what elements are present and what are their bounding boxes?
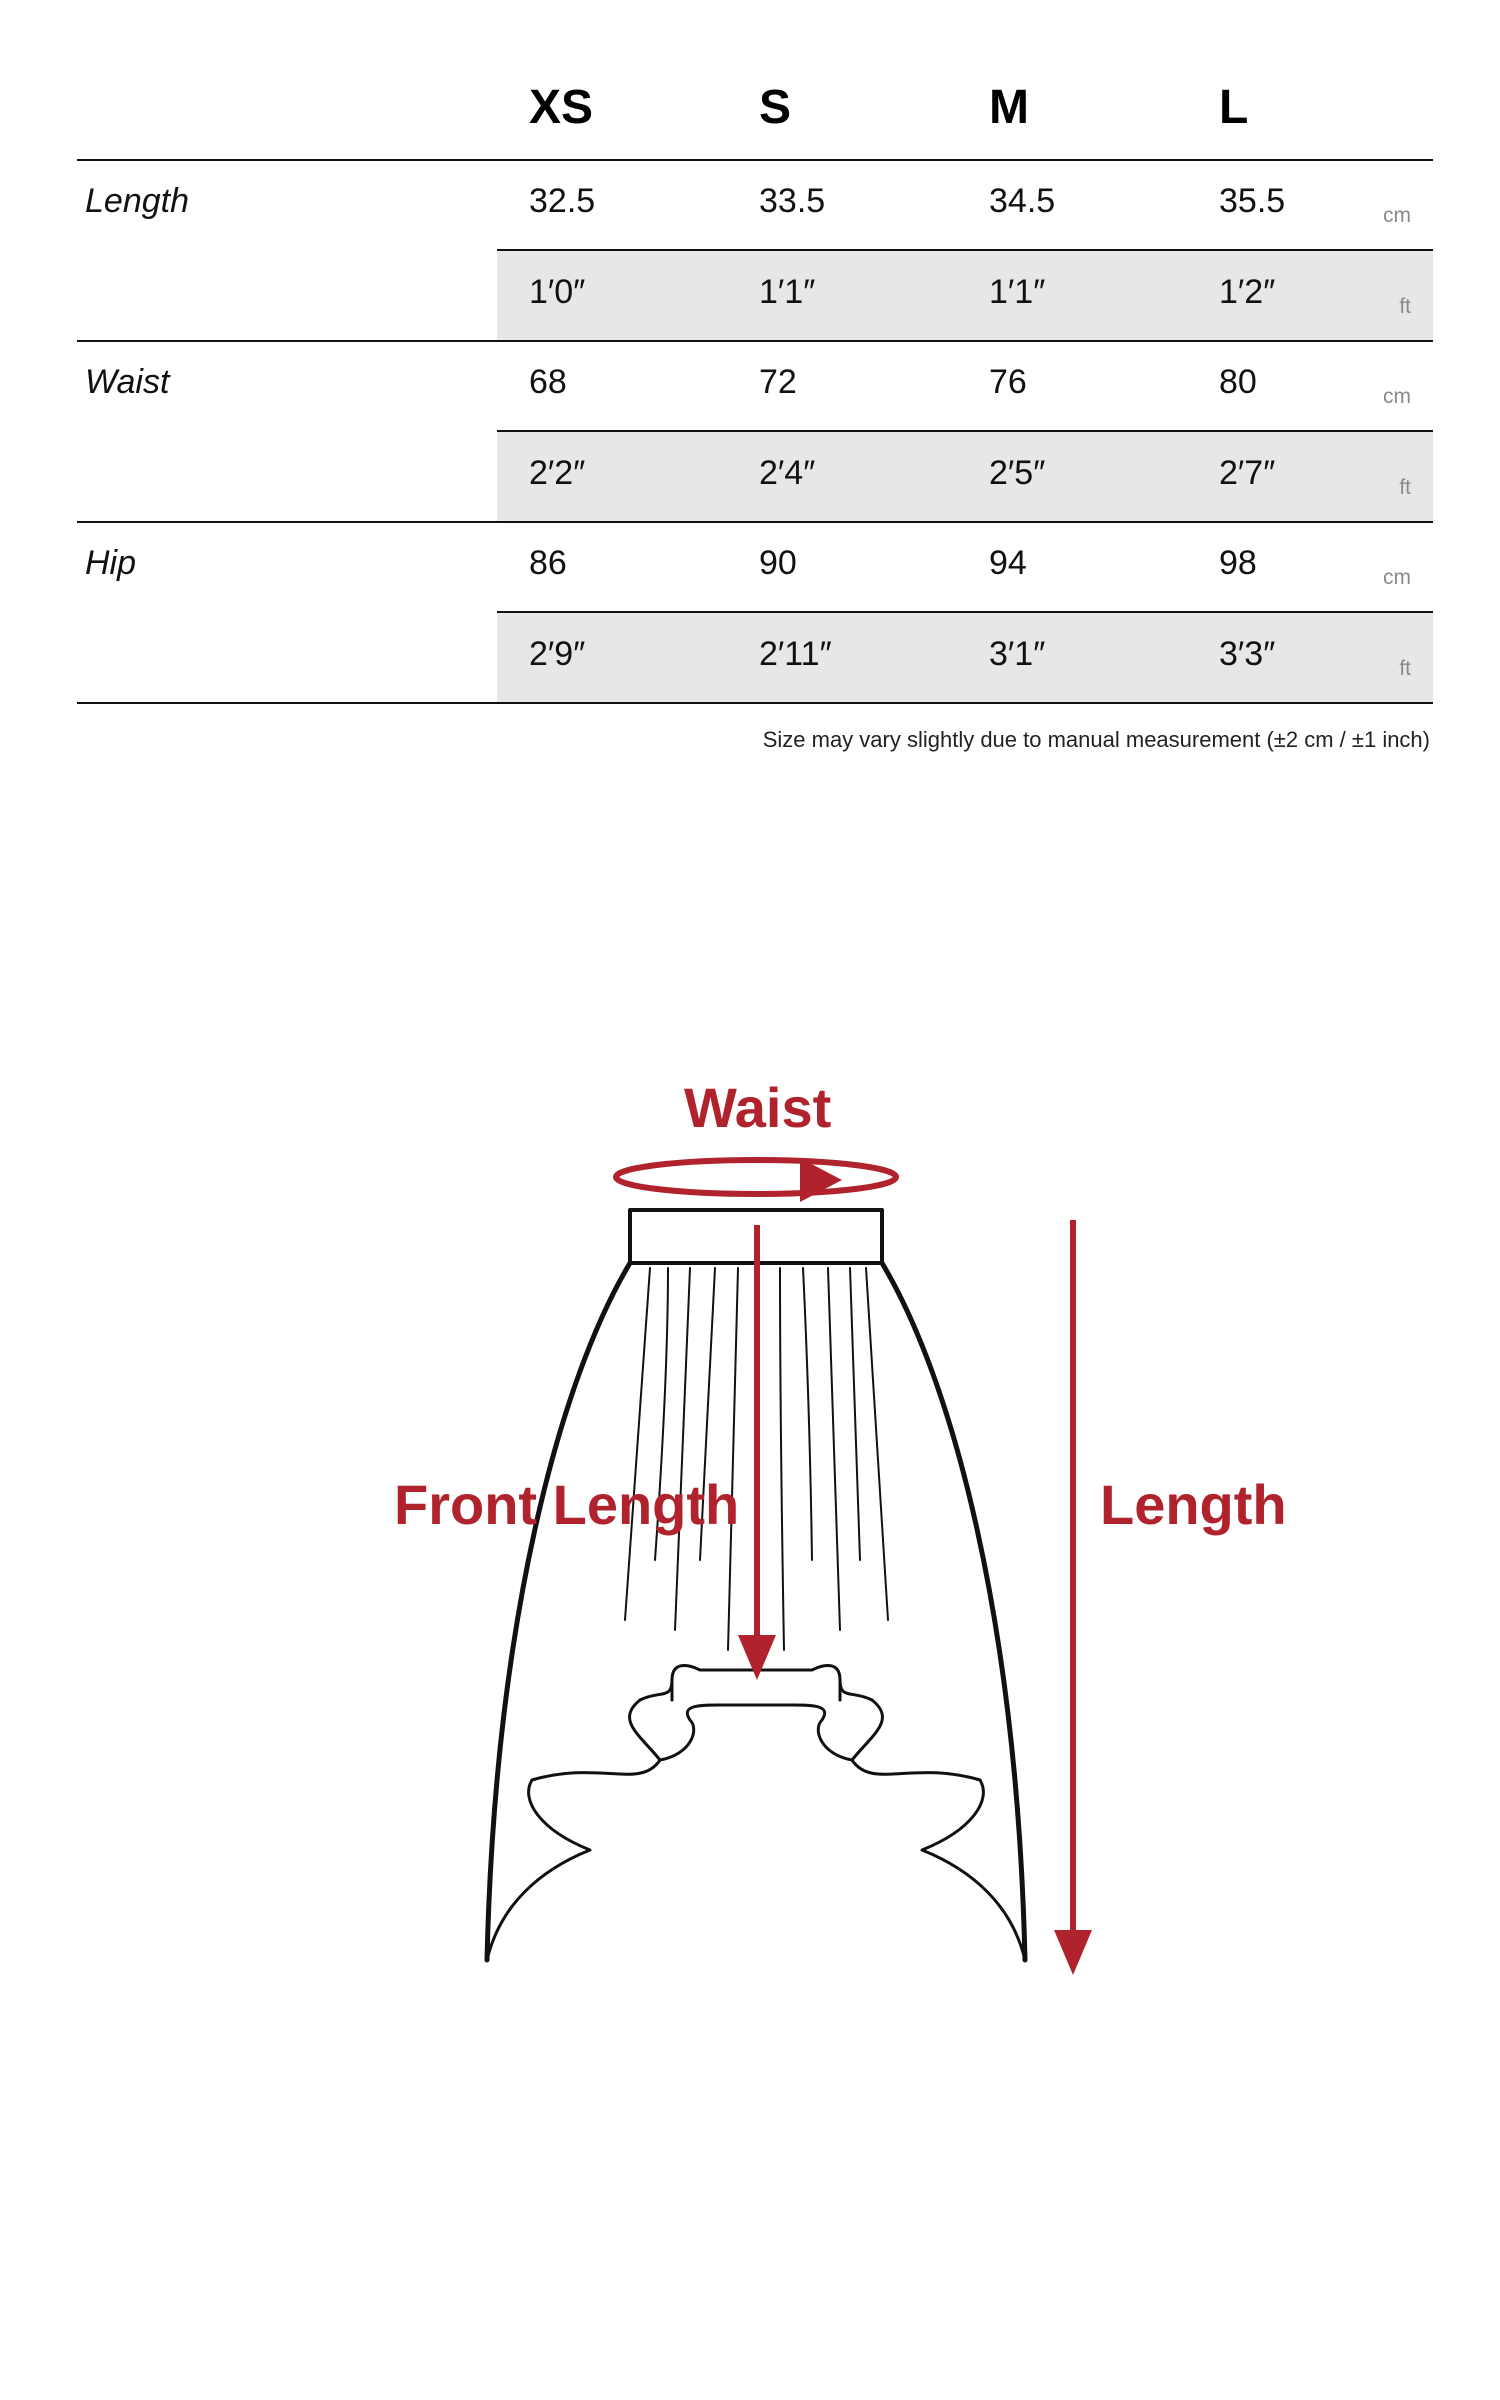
front-wave <box>660 1705 852 1760</box>
unit-ft: ft <box>1399 657 1411 680</box>
cell-value: 35.5 <box>1219 182 1286 220</box>
row-label-length: Length <box>85 182 189 220</box>
hem-left-outer <box>487 1780 590 1960</box>
cell-value: 86 <box>529 544 567 582</box>
hem-right-outer <box>922 1780 1025 1960</box>
cell-value: 3′1″ <box>989 635 1046 673</box>
cell-value: 2′5″ <box>989 454 1046 492</box>
cell-value: 80 <box>1219 363 1257 401</box>
cell-value: 90 <box>759 544 797 582</box>
length-label: Length <box>1100 1473 1287 1536</box>
front-length-arrowhead-icon <box>738 1635 776 1680</box>
measurement-note: Size may vary slightly due to manual measurement (±2 cm / ±1 inch) <box>762 727 1430 752</box>
skirt-left-side <box>487 1263 630 1960</box>
unit-cm: cm <box>1383 385 1411 408</box>
cell-value: 94 <box>989 544 1027 582</box>
size-header-xs: XS <box>529 81 594 134</box>
cell-value: 1′1″ <box>759 273 816 311</box>
hem-left-layer <box>532 1700 660 1780</box>
front-length-label: Front Length <box>394 1473 740 1536</box>
unit-ft: ft <box>1399 476 1411 499</box>
cell-value: 2′2″ <box>529 454 586 492</box>
cell-value: 3′3″ <box>1219 635 1276 673</box>
cell-value: 72 <box>759 363 797 401</box>
cell-value: 1′0″ <box>529 273 586 311</box>
length-arrowhead-icon <box>1054 1930 1092 1975</box>
cell-value: 2′9″ <box>529 635 586 673</box>
cell-value: 1′1″ <box>989 273 1046 311</box>
waist-arrow-icon <box>616 1160 896 1194</box>
unit-cm: cm <box>1383 204 1411 227</box>
unit-ft: ft <box>1399 295 1411 318</box>
size-header-m: M <box>989 81 1029 134</box>
skirt-right-side <box>882 1263 1025 1960</box>
cell-value: 34.5 <box>989 182 1056 220</box>
cell-value: 32.5 <box>529 182 596 220</box>
cell-value: 98 <box>1219 544 1257 582</box>
cell-value: 2′7″ <box>1219 454 1276 492</box>
cell-value: 2′11″ <box>759 635 832 673</box>
cell-value: 68 <box>529 363 567 401</box>
row-label-waist: Waist <box>85 363 170 401</box>
row-label-hip: Hip <box>85 544 137 582</box>
size-header-l: L <box>1219 81 1249 134</box>
front-hem <box>672 1680 840 1700</box>
unit-cm: cm <box>1383 566 1411 589</box>
cell-value: 33.5 <box>759 182 826 220</box>
cell-value: 1′2″ <box>1219 273 1276 311</box>
waist-label: Waist <box>684 1076 832 1139</box>
size-header-s: S <box>759 81 792 134</box>
cell-value: 2′4″ <box>759 454 816 492</box>
hem-right-layer <box>852 1700 980 1780</box>
cell-value: 76 <box>989 363 1027 401</box>
